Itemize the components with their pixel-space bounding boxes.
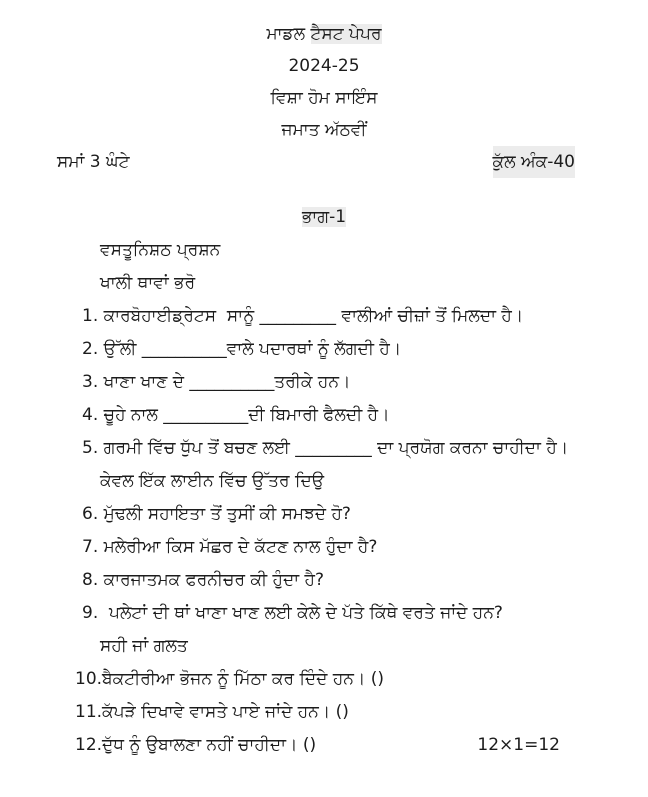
question-number: 10. [75, 669, 103, 689]
question-number: 5. [82, 438, 104, 458]
question-text: ਕਾਰਬੋਹਾਈਡ੍ਰੇਟਸ ਸਾਨੂੰ _________ ਵਾਲੀਆਂ ਚੀਜ਼ਾਂ ਤੋਂ ਮਿਲਦਾ ਹੈ। [103, 306, 524, 326]
question-number: 3. [82, 372, 104, 392]
question-text: ਦੁੱਧ ਨੂੰ ਉਬਾਲਣਾ ਨਹੀਂ ਚਾਹੀਦਾ। () [102, 735, 317, 755]
marks-note: 12×1=12 [477, 735, 560, 755]
question-item-7 [0, 531, 648, 564]
last-question-row [0, 729, 648, 762]
question-number: 4. [82, 405, 104, 425]
question-text: ਮੁੱਢਲੀ ਸਹਾਇਤਾ ਤੋਂ ਤੁਸੀਂ ਕੀ ਸਮਝਦੇ ਹੋ? [103, 504, 351, 524]
question-number: 9. [82, 603, 104, 623]
fill-blanks-heading: ਖਾਲੀ ਥਾਵਾਂ ਭਰੋ [100, 273, 196, 293]
document-title-highlight: ਟੈਸਟ ਪੇਪਰ [310, 24, 382, 44]
question-item-1 [0, 300, 648, 333]
meta-row [0, 146, 648, 178]
question-item-10 [0, 663, 648, 696]
question-text: ਮਲੇਰੀਆ ਕਿਸ ਮੱਛਰ ਦੇ ਕੱਟਣ ਨਾਲ ਹੁੰਦਾ ਹੈ? [103, 537, 378, 557]
objective-questions-heading: ਵਸਤੂਨਿਸ਼ਠ ਪ੍ਰਸ਼ਨ [100, 240, 221, 260]
part-heading [0, 201, 648, 234]
session-year: 2024-25 [288, 56, 360, 76]
question-item-5 [0, 432, 648, 465]
time-allowed: ਸਮਾਂ 3 ਘੰਟੇ [57, 152, 130, 172]
question-text: ਚੂਹੇ ਨਾਲ __________ਦੀ ਬਿਮਾਰੀ ਫੈਲਦੀ ਹੈ। [103, 405, 390, 425]
question-text: ਗਰਮੀ ਵਿੱਚ ਧੁੱਪ ਤੋਂ ਬਚਣ ਲਈ _________ ਦਾ ਪ੍ਰਯੋਗ ਕਰਨਾ ਚਾਹੀਦਾ ਹੈ। [103, 438, 569, 458]
question-text: ਪਲੇਟਾਂ ਦੀ ਥਾਂ ਖਾਣਾ ਖਾਣ ਲਈ ਕੇਲੇ ਦੇ ਪੱਤੇ ਕਿੱਥੇ ਵਰਤੇ ਜਾਂਦੇ ਹਨ? [103, 603, 503, 623]
question-number: 6. [82, 504, 104, 524]
subject-line: ਵਿਸ਼ਾ ਹੋਮ ਸਾਇੰਸ [270, 88, 378, 108]
total-marks: ਕੁੱਲ ਅੰਕ-40 [493, 146, 575, 178]
part-heading-label: ਭਾਗ-1 [301, 207, 347, 227]
question-text: ਕੱਪੜੇ ਦਿਖਾਵੇ ਵਾਸਤੇ ਪਾਏ ਜਾਂਦੇ ਹਨ। () [102, 702, 349, 722]
true-false-heading: ਸਹੀ ਜਾਂ ਗਲਤ [100, 636, 188, 656]
question-item-11 [0, 696, 648, 729]
question-number: 1. [82, 306, 104, 326]
question-number: 8. [82, 570, 104, 590]
class-line: ਜਮਾਤ ਅੱਠਵੀਂ [281, 120, 367, 140]
question-text: ਬੈਕਟੀਰੀਆ ਭੋਜਨ ਨੂੰ ਮਿੱਠਾ ਕਰ ਦਿੰਦੇ ਹਨ। () [102, 669, 385, 689]
question-item-9 [0, 597, 648, 630]
one-line-answer-heading: ਕੇਵਲ ਇੱਕ ਲਾਈਨ ਵਿੱਚ ਉੱਤਰ ਦਿਉ [100, 471, 325, 491]
question-item-2 [0, 333, 648, 366]
question-item-3 [0, 366, 648, 399]
question-text: ਕਾਰਜਾਤਮਕ ਫਰਨੀਚਰ ਕੀ ਹੁੰਦਾ ਹੈ? [103, 570, 324, 590]
document-title-prefix: ਮਾਡਲ [266, 24, 311, 44]
question-item-4 [0, 399, 648, 432]
question-number: 7. [82, 537, 104, 557]
document-title [0, 18, 648, 50]
question-number: 2. [82, 339, 104, 359]
question-number: 12. [75, 735, 103, 755]
question-text: ਉੱਲੀ __________ਵਾਲੇ ਪਦਾਰਥਾਂ ਨੂੰ ਲੱਗਦੀ ਹੈ। [103, 339, 402, 359]
question-item-6 [0, 498, 648, 531]
question-text: ਖਾਣਾ ਖਾਣ ਦੇ __________ਤਰੀਕੇ ਹਨ। [103, 372, 351, 392]
question-item-8 [0, 564, 648, 597]
question-item-12 [0, 729, 477, 762]
question-number: 11. [75, 702, 103, 722]
